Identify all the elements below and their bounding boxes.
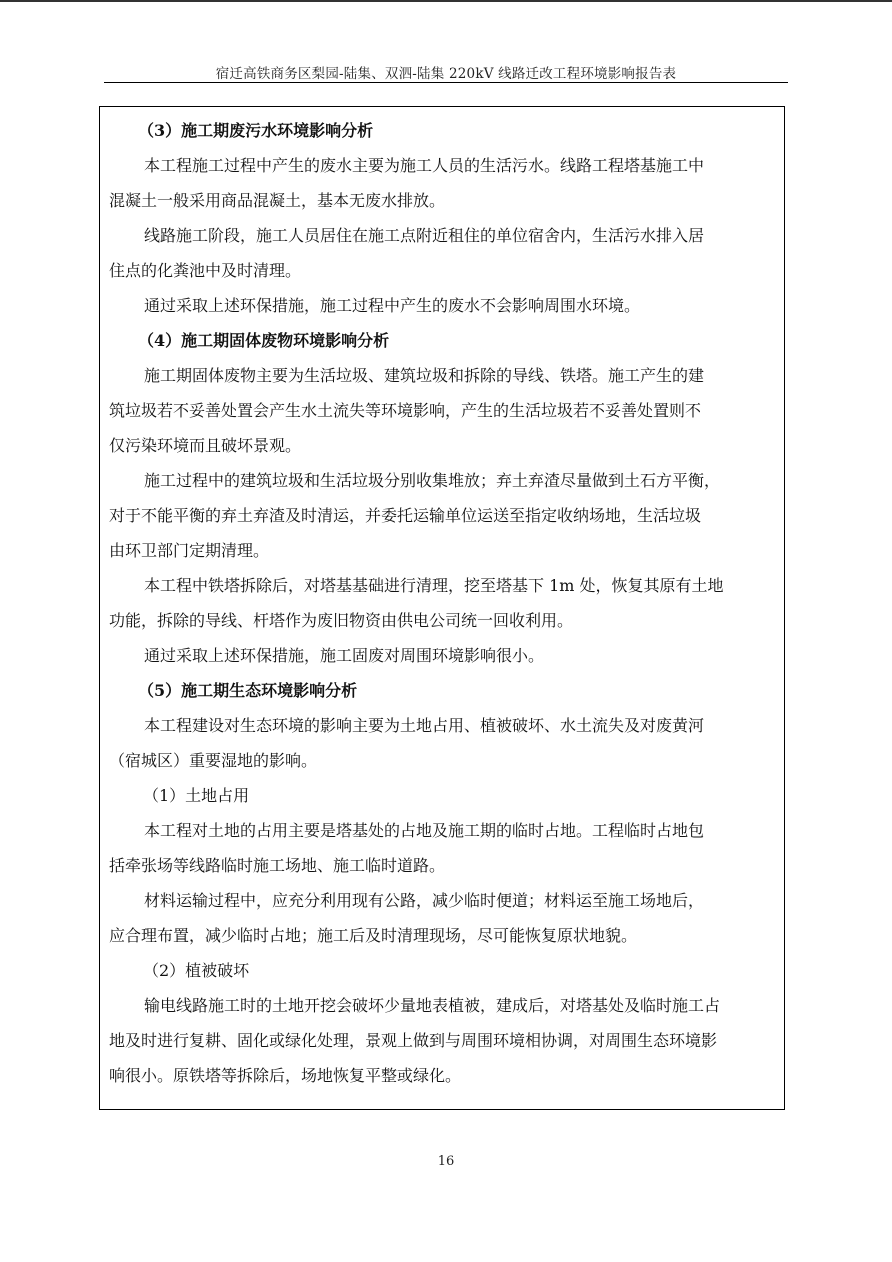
subsection-heading-land-use: （1）土地占用	[143, 786, 250, 805]
page-header-title: 宿迁高铁商务区梨园-陆集、双泗-陆集 220kV 线路迁改工程环境影响报告表	[215, 66, 677, 82]
paragraph-line: （宿城区）重要湿地的影响。	[109, 751, 318, 770]
paragraph-line: 本工程中铁塔拆除后，对塔基基础进行清理，挖至塔基下 1m 处，恢复其原有土地	[144, 576, 724, 595]
paragraph-line: 输电线路施工时的土地开挖会破坏少量地表植被，建成后，对塔基处及临时施工占	[144, 996, 721, 1015]
section-heading-solid-waste: （4）施工期固体废物环境影响分析	[138, 331, 390, 350]
paragraph-line: 地及时进行复耕、固化或绿化处理，景观上做到与周围环境相协调，对周围生态环境影	[109, 1031, 718, 1050]
paragraph-line: 功能，拆除的导线、杆塔作为废旧物资由供电公司统一回收利用。	[109, 611, 574, 630]
page-top-edge	[0, 0, 892, 2]
section-heading-wastewater: （3）施工期废污水环境影响分析	[138, 121, 374, 140]
header-rule	[104, 82, 788, 83]
section-heading-ecology: （5）施工期生态环境影响分析	[138, 681, 358, 700]
paragraph-line: 本工程施工过程中产生的废水主要为施工人员的生活污水。线路工程塔基施工中	[144, 156, 705, 175]
paragraph-line: 住点的化粪池中及时清理。	[109, 261, 302, 280]
paragraph-line: 通过采取上述环保措施，施工过程中产生的废水不会影响周围水环境。	[144, 296, 641, 315]
paragraph-line: 本工程对土地的占用主要是塔基处的占地及施工期的临时占地。工程临时占地包	[144, 821, 705, 840]
paragraph-line: 通过采取上述环保措施，施工固废对周围环境影响很小。	[144, 646, 545, 665]
paragraph-line: 本工程建设对生态环境的影响主要为土地占用、植被破坏、水土流失及对废黄河	[144, 716, 705, 735]
paragraph-line: 响很小。原铁塔等拆除后，场地恢复平整或绿化。	[109, 1066, 462, 1085]
page-number: 16	[437, 1154, 455, 1169]
content-box	[99, 106, 785, 1110]
paragraph-line: 筑垃圾若不妥善处置会产生水土流失等环境影响，产生的生活垃圾若不妥善处置则不	[109, 401, 702, 420]
paragraph-line: 括牵张场等线路临时施工场地、施工临时道路。	[109, 856, 446, 875]
paragraph-line: 由环卫部门定期清理。	[109, 541, 270, 560]
paragraph-line: 材料运输过程中，应充分利用现有公路，减少临时便道；材料运至施工场地后，	[144, 891, 705, 910]
paragraph-line: 混凝土一般采用商品混凝土，基本无废水排放。	[109, 191, 446, 210]
paragraph-line: 应合理布置，减少临时占地；施工后及时清理现场，尽可能恢复原状地貌。	[109, 926, 638, 945]
paragraph-line: 仅污染环境而且破坏景观。	[109, 436, 302, 455]
paragraph-line: 对于不能平衡的弃土弃渣及时清运，并委托运输单位运送至指定收纳场地，生活垃圾	[109, 506, 702, 525]
paragraph-line: 施工过程中的建筑垃圾和生活垃圾分别收集堆放；弃土弃渣尽量做到土石方平衡，	[144, 471, 721, 490]
paragraph-line: 线路施工阶段，施工人员居住在施工点附近租住的单位宿舍内，生活污水排入居	[144, 226, 705, 245]
paragraph-line: 施工期固体废物主要为生活垃圾、建筑垃圾和拆除的导线、铁塔。施工产生的建	[144, 366, 705, 385]
subsection-heading-vegetation: （2）植被破坏	[143, 961, 250, 980]
